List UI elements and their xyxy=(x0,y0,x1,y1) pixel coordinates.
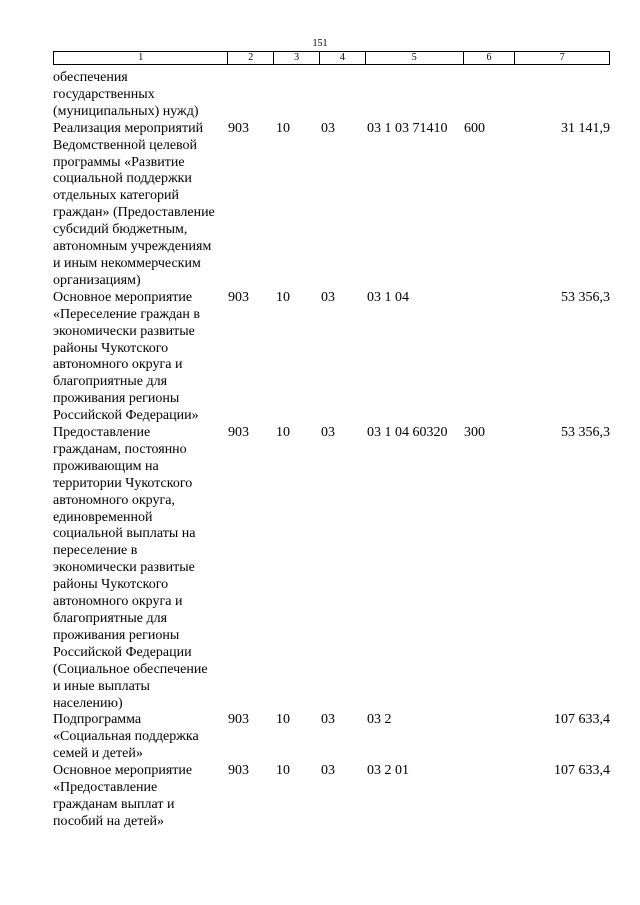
row-name: Основное мероприятие «Предоставление гражданам выплат и пособий на детей» xyxy=(53,763,193,829)
table-row xyxy=(53,712,613,763)
row-code-6: 600 xyxy=(464,120,485,136)
row-code-5: 03 1 03 71410 xyxy=(367,120,448,136)
row-code-6: 300 xyxy=(464,425,485,441)
row-code-2: 903 xyxy=(228,289,249,305)
row-amount: 31 141,9 xyxy=(561,120,610,136)
row-code-5: 03 1 04 xyxy=(367,289,409,305)
row-code-3: 10 xyxy=(276,425,290,441)
row-code-3: 10 xyxy=(276,712,290,728)
header-col-4: 4 xyxy=(320,52,366,64)
row-amount: 107 633,4 xyxy=(554,712,610,728)
table-row xyxy=(53,121,613,290)
table-row xyxy=(53,290,613,425)
row-code-3: 10 xyxy=(276,120,290,136)
row-code-4: 03 xyxy=(321,763,335,779)
row-code-5: 03 2 xyxy=(367,712,392,728)
row-code-2: 903 xyxy=(228,763,249,779)
row-code-5: 03 1 04 60320 xyxy=(367,425,448,441)
row-code-2: 903 xyxy=(228,425,249,441)
row-amount: 53 356,3 xyxy=(561,289,610,305)
header-col-2: 2 xyxy=(228,52,274,64)
table-row xyxy=(53,425,613,712)
row-code-4: 03 xyxy=(321,425,335,441)
row-code-4: 03 xyxy=(321,712,335,728)
row-code-4: 03 xyxy=(321,120,335,136)
table-row xyxy=(53,763,613,831)
table-body xyxy=(53,70,613,831)
row-code-3: 10 xyxy=(276,763,290,779)
row-amount: 107 633,4 xyxy=(554,763,610,779)
header-col-1: 1 xyxy=(54,52,228,64)
table-row xyxy=(53,70,613,121)
page-number: 151 xyxy=(312,38,328,49)
row-amount: 53 356,3 xyxy=(561,425,610,441)
row-code-2: 903 xyxy=(228,712,249,728)
row-code-3: 10 xyxy=(276,289,290,305)
row-code-2: 903 xyxy=(228,120,249,136)
row-name: Предоставление гражданам, постоянно проживающим на территории Чукотского автономного округа, единовременной социальной выплаты на переселение в экономически развитые районы Чукотского автономного округа и благоприятные для проживания регионы Российской Федерации (Социальное обеспечение и иные выплаты населению) xyxy=(53,425,208,711)
table-header xyxy=(53,51,610,65)
header-col-6: 6 xyxy=(464,52,516,64)
row-name: Основное мероприятие «Переселение граждан в экономически развитые районы Чукотского автономного округа и благоприятные для проживания регионы Российской Федерации» xyxy=(53,289,200,424)
row-name: обеспечения государственных (муниципальных) нужд) xyxy=(53,70,199,119)
row-code-4: 03 xyxy=(321,289,335,305)
row-name: Подпрограмма «Социальная поддержка семей и детей» xyxy=(53,712,199,762)
header-col-3: 3 xyxy=(274,52,320,64)
header-col-7: 7 xyxy=(559,52,565,63)
row-name: Реализация мероприятий Ведомственной целевой программы «Развитие социальной поддержки отдельных категорий граждан» (Предоставление субсидий бюджетным, автономным учреждениям и иным некоммерческим организациям) xyxy=(53,120,215,288)
row-code-5: 03 2 01 xyxy=(367,763,409,779)
header-col-5: 5 xyxy=(366,52,464,64)
